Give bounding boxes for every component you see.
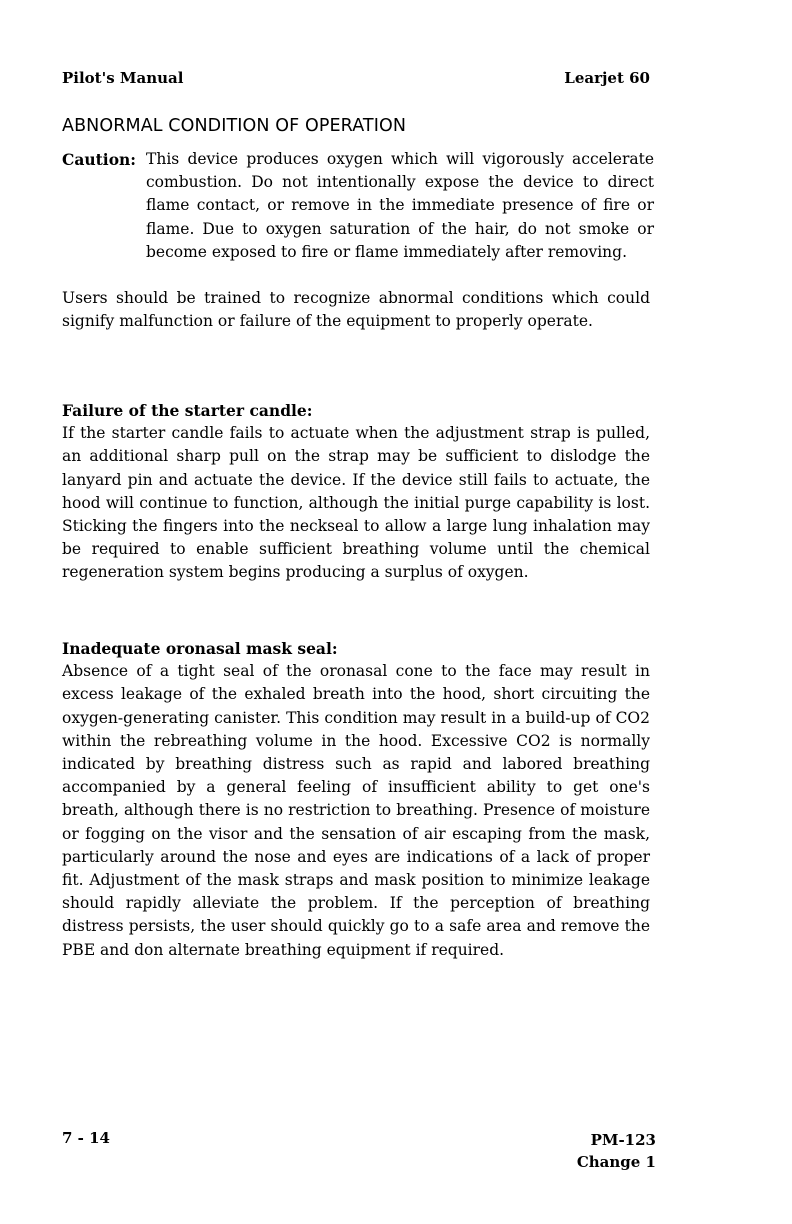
header-manual-title: Pilot's Manual xyxy=(62,69,184,87)
caution-text: This device produces oxygen which will vigorously accelerate combustion. Do not intentionally expose the device to direct flame contact, or remove in the immediate presence of fire or flame. Due to oxygen saturation of the hair, do not smoke or become exposed to fire or flame immediately after removing. xyxy=(146,150,654,261)
mask-seal-heading: Inadequate oronasal mask seal: xyxy=(62,639,338,658)
mask-seal-section xyxy=(62,637,650,962)
section-title: ABNORMAL CONDITION OF OPERATION xyxy=(62,116,407,136)
intro-paragraph: Users should be trained to recognize abnormal conditions which could signify malfunction or failure of the equipment to properly operate. xyxy=(62,289,650,331)
footer-doc-info xyxy=(577,1129,656,1173)
change-number: Change 1 xyxy=(576,1153,656,1171)
starter-candle-heading: Failure of the starter candle: xyxy=(62,401,313,420)
mask-seal-text: Absence of a tight seal of the oronasal cone to the face may result in excess leakage of the exhaled breath into the hood, short circuiting the oxygen-generating canister. This condition may result in a build-up of CO2 within the rebreathing volume in the hood. Excessive CO2 is normally indicated by breathing distress such as rapid and labored breathing accompanied by a general feeling of insufficient ability to get one's breath, although there is no restriction to breathing. Presence of moisture or fogging on the visor and the sensation of air escaping from the mask, particularly around the nose and eyes are indications of a lack of proper fit. Adjustment of the mask straps and mask position to minimize leakage should rapidly alleviate the problem. If the perception of breathing distress persists, the user should quickly go to a safe area and remove the PBE and don alternate breathing equipment if required. xyxy=(62,662,650,959)
page-number: 7 - 14 xyxy=(62,1129,110,1147)
caution-label: Caution: xyxy=(62,150,137,169)
header-aircraft: Learjet 60 xyxy=(564,69,650,87)
doc-number: PM-123 xyxy=(590,1131,656,1149)
starter-candle-text: If the starter candle fails to actuate when the adjustment strap is pulled, an additional sharp pull on the strap may be sufficient to dislodge the lanyard pin and actuate the device. If the device still fails to actuate, the hood will continue to function, although the initial purge capability is lost. Sticking the fingers into the neckseal to allow a large lung inhalation may be required to enable sufficient breathing volume until the chemical regeneration system begins producing a surplus of oxygen. xyxy=(62,424,650,582)
caution-block xyxy=(62,148,654,264)
starter-candle-section xyxy=(62,399,650,585)
